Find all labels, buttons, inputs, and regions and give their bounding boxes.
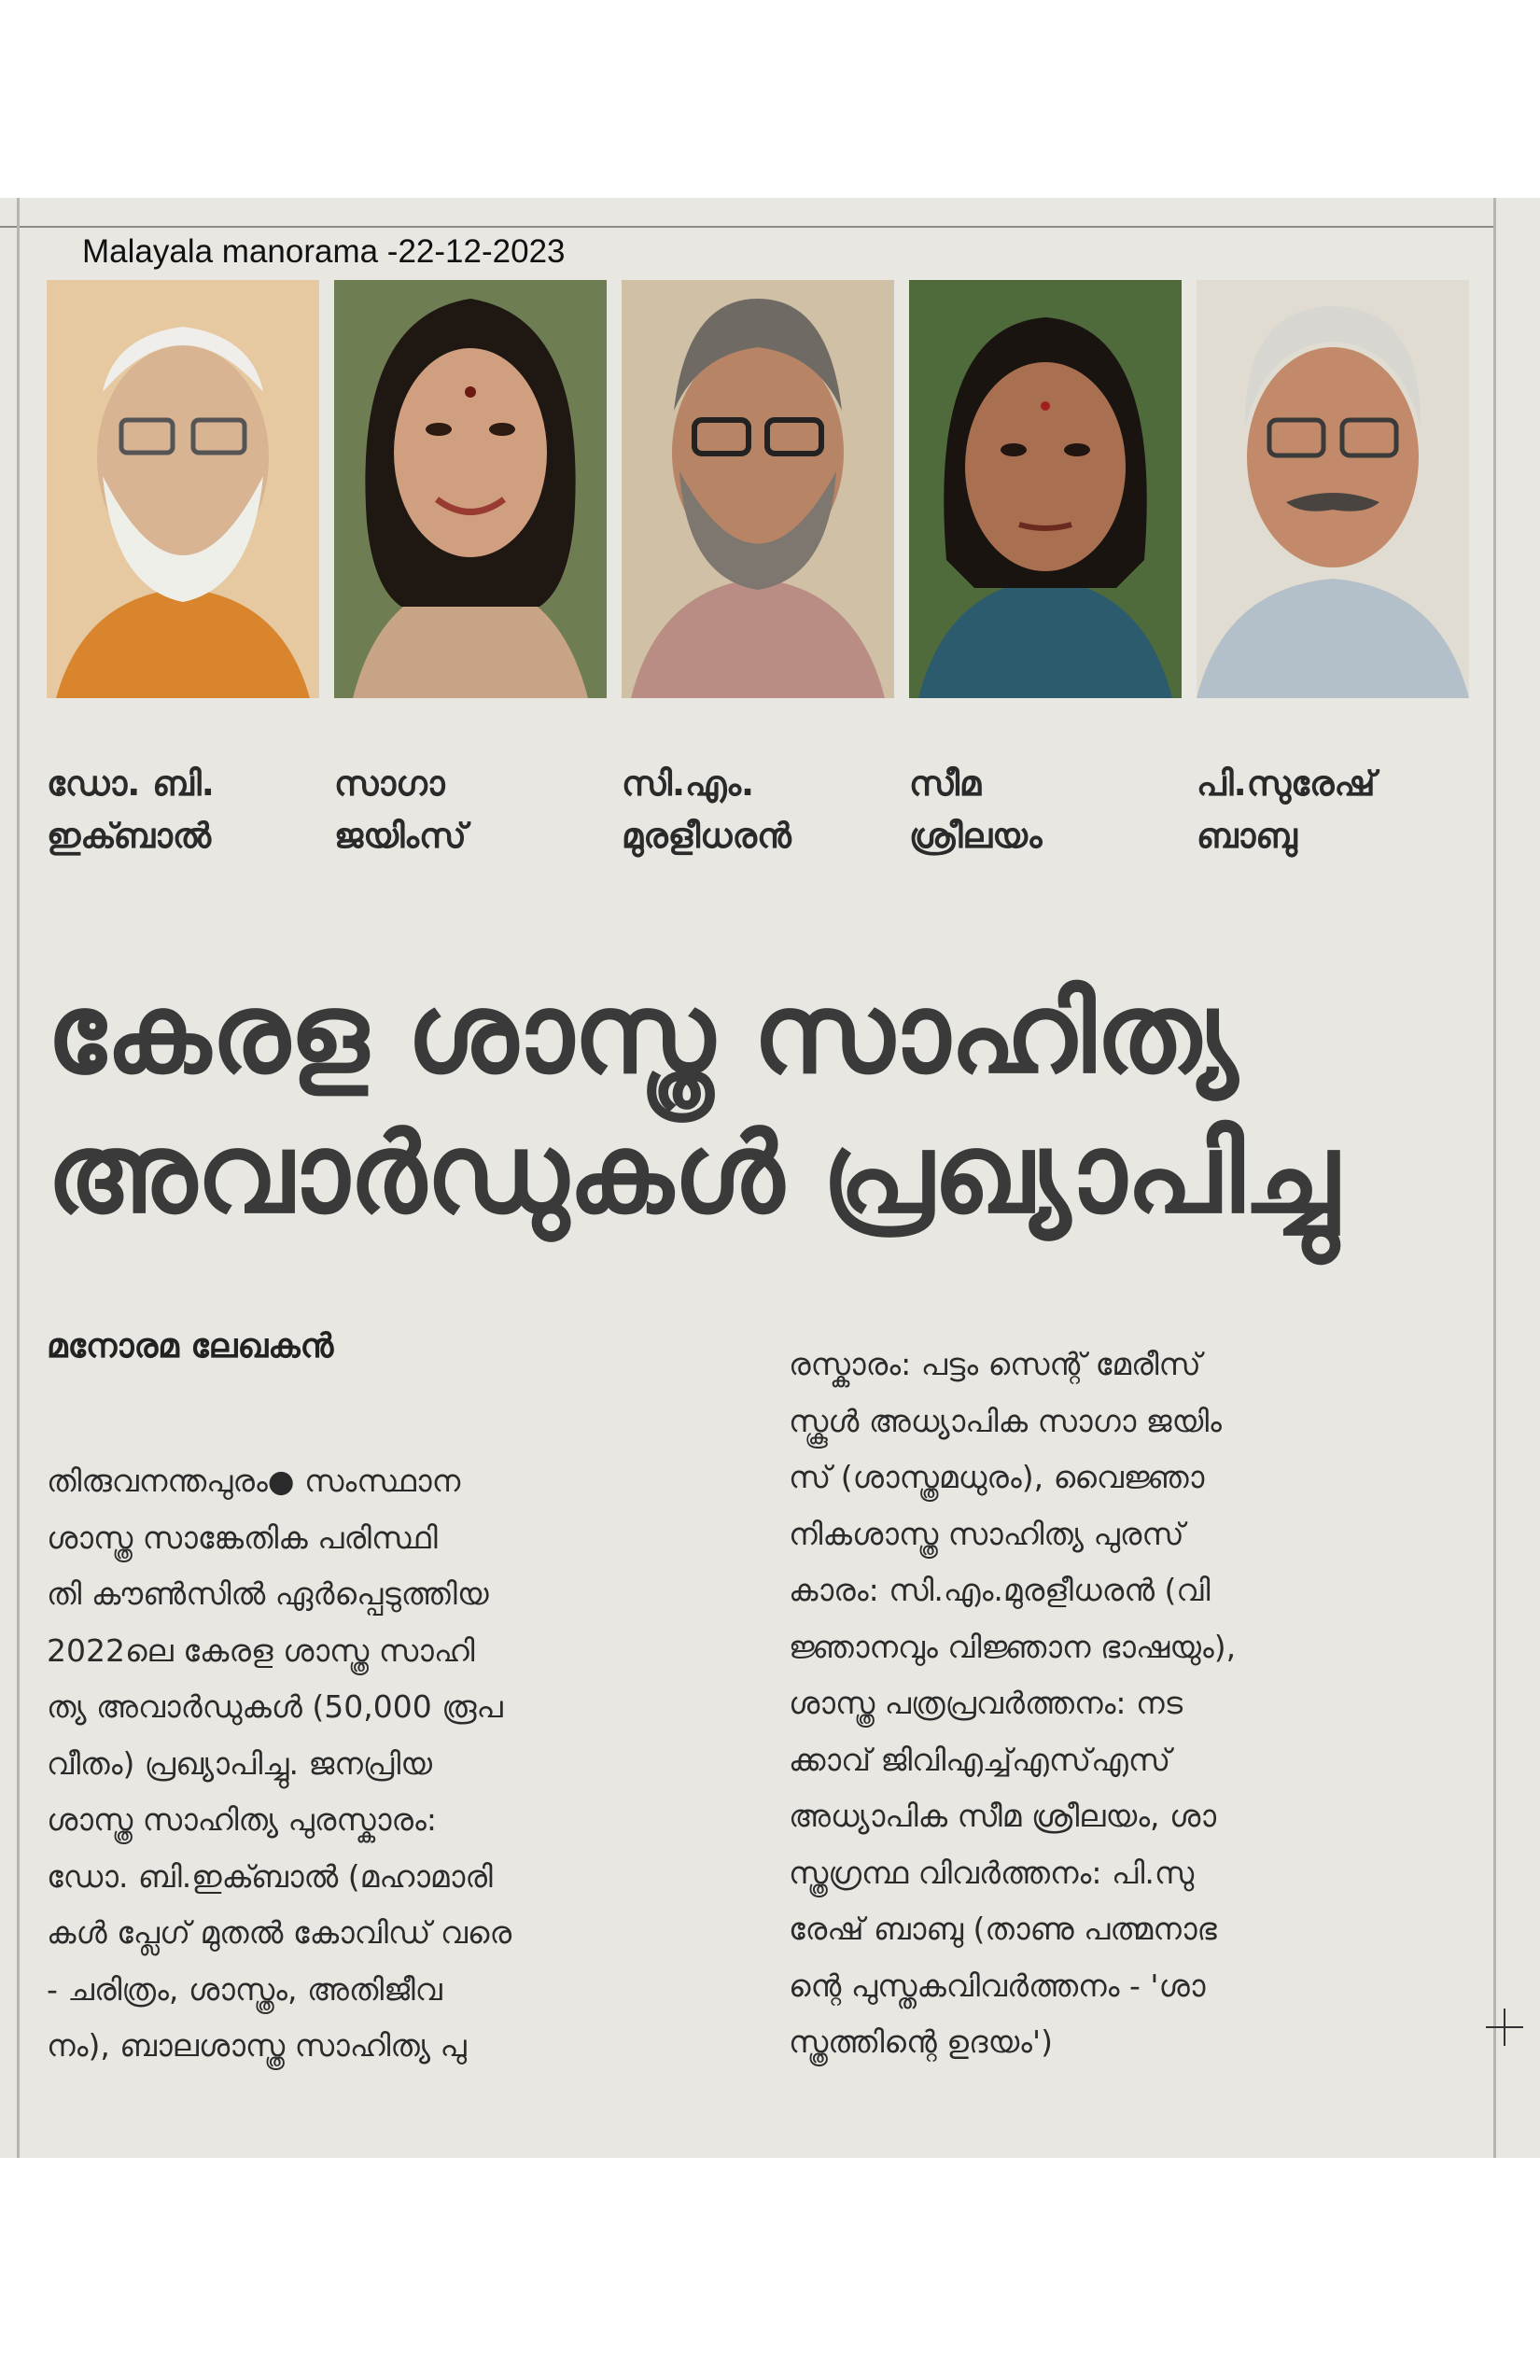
- article-column-1: [47, 1453, 737, 2075]
- registration-mark-icon: [1486, 2009, 1523, 2046]
- body-line: കൾ പ്ലേഗ് മുതൽ കോവിഡ് വരെ: [47, 1914, 512, 1951]
- body-line: ക്കാവ് ജിവിഎച്ച്എസ്എസ്: [789, 1741, 1171, 1778]
- photo-portrait-5: [1197, 280, 1469, 698]
- photo-portrait-3: [622, 280, 894, 698]
- article-column-2: [789, 1337, 1479, 2071]
- body-line: അധ്യാപിക സീമ ശ്രീലയം, ശാ: [789, 1798, 1217, 1834]
- headline: [47, 963, 1484, 1243]
- left-rule: [17, 198, 20, 2158]
- photo-caption-2: സാഗാ ജയിംസ്: [334, 763, 467, 856]
- body-line: നം), ബാലശാസ്ത്ര സാഹിത്യ പു: [47, 2027, 467, 2064]
- photo-caption-3: സി.എം. മുരളീധരൻ: [622, 763, 791, 856]
- photo-portrait-2: [334, 280, 607, 698]
- newspaper-clipping: [0, 198, 1540, 2158]
- photo-portrait-4: [909, 280, 1182, 698]
- top-rule: [0, 226, 1493, 228]
- body-line: സ് (ശാസ്ത്രമധുരം), വൈജ്ഞാ: [789, 1459, 1205, 1495]
- body-line: തിരുവനന്തപുരം● സംസ്ഥാന: [47, 1463, 461, 1499]
- body-line: വീതം) പ്രഖ്യാപിച്ചു. ജനപ്രിയ: [47, 1744, 432, 1782]
- body-line: ശാസ്ത്ര പത്രപ്രവർത്തനം: നട: [789, 1685, 1183, 1721]
- body-line: 2022ലെ കേരള ശാസ്ത്ര സാഹി: [47, 1631, 475, 1669]
- byline: മനോരമ ലേഖകൻ: [47, 1327, 334, 1365]
- body-line: സ്ത്രത്തിന്റെ ഉദയം'): [789, 2023, 1053, 2060]
- photo-portrait-1: [47, 280, 319, 698]
- body-line: രേഷ് ബാബു (താണു പത്മനാഭ: [789, 1911, 1217, 1947]
- body-line: ശാസ്ത്ര സാഹിത്യ പുരസ്കാരം:: [47, 1801, 437, 1838]
- body-line: ഡോ. ബി.ഇക്ബാൽ (മഹാമാരി: [47, 1857, 493, 1895]
- body-line: സ്കൂൾ അധ്യാപിക സാഗാ ജയിം: [789, 1402, 1222, 1439]
- body-line: ശാസ്ത്ര സാങ്കേതിക പരിസ്ഥി: [47, 1519, 438, 1556]
- source-label: Malayala manorama -22-12-2023: [82, 233, 566, 270]
- body-line: ജ്ഞാനവും വിജ്ഞാന ഭാഷയും),: [789, 1628, 1237, 1665]
- body-line: രസ്കാരം: പട്ടം സെന്റ് മേരീസ്: [789, 1346, 1201, 1382]
- right-rule: [1493, 198, 1496, 2158]
- photo-caption-5: പി.സുരേഷ് ബാബു: [1197, 763, 1376, 856]
- photo-caption-1: ഡോ. ബി. ഇക്ബാൽ: [47, 763, 215, 856]
- body-line: കാരം: സി.എം.മുരളീധരൻ (വി: [789, 1572, 1211, 1608]
- body-line: ന്റെ പുസ്തകവിവർത്തനം - 'ശാ: [789, 1967, 1206, 2004]
- body-line: തി കൗൺസിൽ ഏർപ്പെടുത്തിയ: [47, 1575, 489, 1612]
- body-line: സ്ത്രഗ്രന്ഥ വിവർത്തനം: പി.സു: [789, 1854, 1195, 1891]
- headline-line-2: അവാർഡുകൾ പ്രഖ്യാപിച്ചു: [47, 1109, 1338, 1238]
- body-line: - ചരിത്രം, ശാസ്ത്രം, അതിജീവ: [47, 1970, 442, 2008]
- headline-line-1: കേരള ശാസ്ത്ര സാഹിത്യ: [47, 969, 1239, 1098]
- body-line: ത്യ അവാർഡുകൾ (50,000 രൂപ: [47, 1688, 503, 1725]
- body-line: നികശാസ്ത്ര സാഹിത്യ പുരസ്: [789, 1515, 1184, 1552]
- photo-caption-4: സീമ ശ്രീലയം: [909, 763, 1043, 856]
